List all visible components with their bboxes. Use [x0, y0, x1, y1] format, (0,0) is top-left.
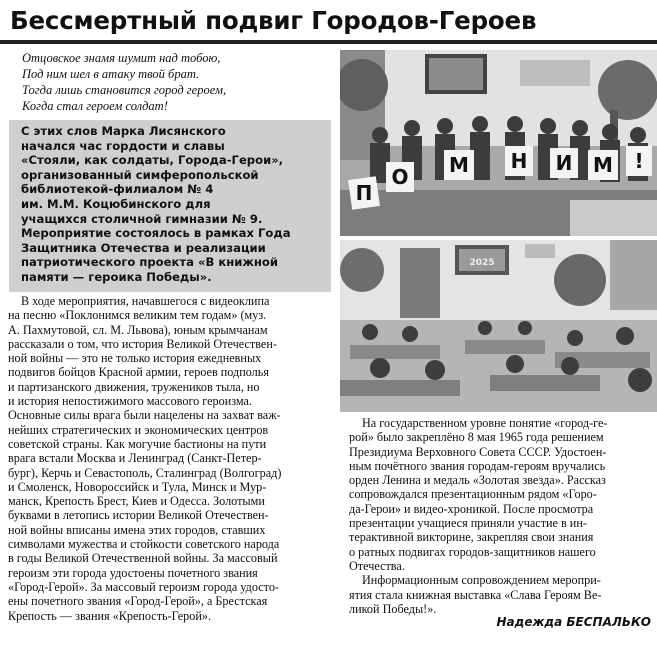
body-line: ятия стала книжная выставка «Слава Героям Ве-	[349, 587, 602, 602]
letter-card: О	[391, 165, 409, 189]
body-line: ликой Победы!».	[349, 601, 437, 616]
poem-line: Когда стал героем солдат!	[22, 99, 168, 113]
lead-line: библиотекой-филиалом № 4	[21, 182, 214, 197]
body-line: буквами в летопись истории Великой Отечествен-	[8, 508, 269, 523]
body-text-left-column	[8, 294, 334, 623]
screen-caption: 2025	[469, 258, 495, 268]
body-line: ным почётного звания городам-героям вручались	[349, 458, 606, 473]
body-line: Президиума Верховного Совета СССР. Удостоен-	[349, 444, 607, 459]
body-line: орден Ленина и медаль «Золотая звезда». Рассказ	[349, 473, 606, 488]
letter-card: М	[449, 153, 469, 177]
letter-card: Н	[510, 149, 528, 173]
lead-line: «Стояли, как солдаты, Города-Герои»,	[21, 153, 284, 168]
body-line: рой» было закреплёно 8 мая 1965 года решением	[349, 430, 604, 445]
body-line: На государственном уровне понятие «город-ге-	[362, 416, 608, 430]
body-line: В ходе мероприятия, начавшегося с видеоклипа	[21, 294, 270, 308]
lead-box	[9, 120, 331, 292]
body-line: врага встали Москва и Ленинград (Санкт-Петер-	[8, 451, 262, 466]
article-title: Бессмертный подвиг Городов-Героев	[10, 6, 537, 35]
author-signature: Надежда БЕСПАЛЬКО	[496, 615, 651, 629]
poem-line: Тогда лишь становится город героем,	[22, 83, 227, 97]
body-line: Крепость — звания «Крепость-Герой».	[8, 608, 212, 623]
body-line: рассказали о том, что история Великой Отечествен-	[8, 336, 277, 351]
lead-line: организованный симферопольской	[21, 167, 259, 182]
body-line: и история непостижимого массового героизма.	[8, 394, 252, 409]
body-line: советской страны. Как могучие бастионы на пути	[8, 436, 267, 451]
photo-students-pomnim	[340, 50, 657, 236]
body-line: подвигов бойцов Красной армии, героев подполья	[8, 365, 269, 380]
body-line: ены почетного звания «Город-Герой», а Брестская	[8, 594, 268, 609]
body-line: в годы Великой Отечественной войны. За массовый	[8, 551, 278, 566]
body-line: терактивной викторине, закрепляя свои знания	[349, 530, 594, 545]
body-line: да-Герои» и видео-хроникой. После просмотра	[349, 501, 594, 516]
body-line: Основные силы врага были нацелены на захват важ-	[8, 408, 281, 423]
body-line: сопровождался презентационным рядом «Горо-	[349, 487, 597, 502]
poem-line: Под ним шел в атаку твой брат.	[22, 67, 200, 81]
body-line: Отечества.	[349, 558, 405, 573]
poem-line: Отцовское знамя шумит над тобою,	[22, 51, 221, 65]
body-line: ной войны вписаны имена этих городов, ставших	[8, 522, 266, 537]
letter-card: !	[634, 149, 644, 173]
epigraph-poem	[22, 50, 332, 114]
photo-students-pomnim-image	[340, 50, 657, 236]
photo-classroom	[340, 240, 657, 412]
lead-line: памяти — героика Победы».	[21, 269, 212, 284]
letter-card: П	[355, 181, 373, 205]
body-line: и Смоленск, Новороссийск и Тула, Минск и Мур-	[8, 479, 267, 494]
lead-line: С этих слов Марка Лисянского	[21, 124, 226, 138]
lead-line: учащихся столичной гимназии № 9.	[21, 211, 263, 226]
lead-line: Защитника Отечества и реализации	[21, 240, 266, 255]
body-line: А. Пахмутовой, сл. М. Львова), юным крымчанам	[8, 322, 268, 337]
lead-line: патриотического проекта «В книжной	[21, 255, 278, 270]
body-line: «Город-Герой». За массовый героизм города удосто-	[8, 579, 279, 594]
title-rule	[0, 40, 657, 44]
body-text-right-column	[349, 416, 655, 616]
body-line: ной войны — это не только история ежедневных	[8, 351, 262, 366]
body-line: презентации учащиеся приняли участие в ин-	[349, 516, 587, 531]
body-line: о ратных подвигах городов-защитников нашего	[349, 544, 596, 559]
letter-card: М	[593, 153, 613, 177]
photo-classroom-image	[340, 240, 657, 412]
lead-line: им. М.М. Коцюбинского для	[21, 196, 211, 211]
body-line: нейших стратегических и экономических центров	[8, 422, 269, 437]
body-line: манск, Крепость Брест, Киев и Одесса. Золотыми	[8, 494, 265, 509]
body-line: символами мужества и стойкости советского народа	[8, 537, 280, 552]
body-line: на песню «Поклонимся великим тем годам» (муз.	[8, 308, 267, 323]
letter-card: И	[555, 151, 573, 175]
lead-line: начался час гордости и славы	[21, 138, 225, 153]
lead-line: Мероприятие состоялось в рамках Года	[21, 226, 291, 241]
body-line: бург), Керчь и Севастополь, Сталинград (Волгоград)	[8, 465, 282, 480]
body-line: героизм эти города удостоены почетного звания	[8, 565, 258, 580]
body-line: и партизанского движения, тружеников тыла, но	[8, 379, 260, 394]
body-line: Информационным сопровождением меропри-	[362, 573, 601, 588]
